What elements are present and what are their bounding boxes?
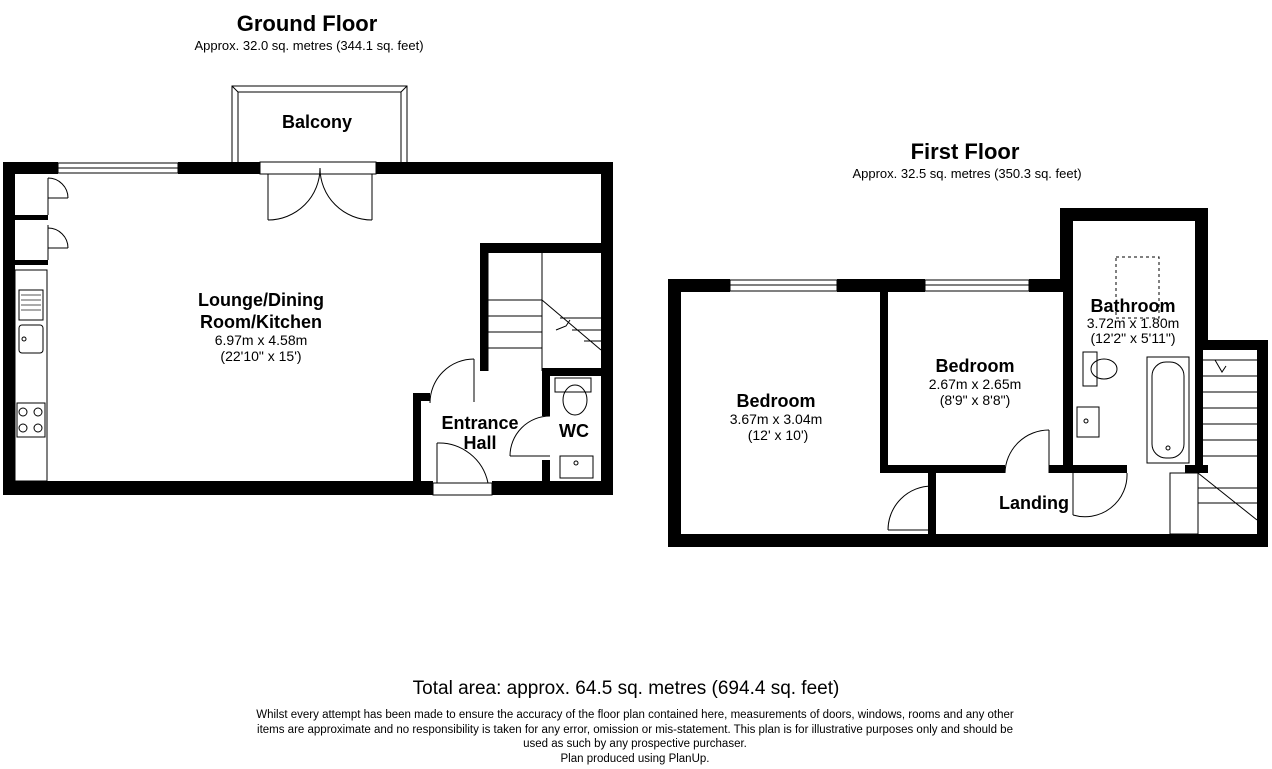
bedroom1-dimensions-metric: 3.67m x 3.04m	[729, 411, 823, 427]
bathroom-dimensions-imperial: (12'2" x 5'11")	[1090, 330, 1176, 346]
wc-label: WC	[559, 421, 589, 441]
landing-label: Landing	[999, 493, 1069, 513]
wall	[668, 534, 1268, 547]
balcony-french-doors	[260, 162, 376, 220]
disclaimer-line1: Whilst every attempt has been made to ensure the accuracy of the floor plan contained here, measurements of doors, windows, rooms and any other	[256, 709, 1014, 721]
first-floor-staircase	[1170, 360, 1257, 534]
lounge-label-line2: Room/Kitchen	[199, 312, 323, 332]
wall	[1195, 208, 1208, 340]
kitchen-units	[15, 270, 47, 481]
ground-floor-plan	[3, 11, 613, 495]
disclaimer-line3: used as such by any prospective purchaser.	[523, 738, 747, 750]
wall	[3, 481, 433, 495]
lounge-dimensions-metric: 6.97m x 4.58m	[214, 332, 308, 348]
footer	[256, 678, 1014, 765]
bathroom-fixtures	[1073, 350, 1208, 517]
bedroom2-dimensions-imperial: (8'9" x 8'8")	[939, 392, 1011, 408]
lounge-dimensions-imperial: (22'10" x 15')	[220, 348, 302, 364]
wall	[601, 162, 613, 243]
lounge-label-line1: Lounge/Dining	[198, 290, 324, 310]
wall	[376, 162, 613, 174]
bedroom1-dimensions-imperial: (12' x 10')	[747, 427, 809, 443]
bedroom1-door	[888, 473, 936, 534]
disclaimer-line2: items are approximate and no responsibility is taken for any error, omission or mis-statement. This plan is for illustrative purposes only and should be	[257, 724, 1013, 736]
total-area: Total area: approx. 64.5 sq. metres (694.4 sq. feet)	[412, 678, 840, 699]
ground-floor-area: Approx. 32.0 sq. metres (344.1 sq. feet)	[194, 38, 424, 53]
bathroom-label: Bathroom	[1090, 296, 1176, 316]
cupboards	[15, 178, 68, 265]
plan-credit: Plan produced using PlanUp.	[560, 753, 710, 765]
first-floor-plan	[668, 139, 1268, 547]
bedroom1-label: Bedroom	[736, 391, 816, 411]
wall	[1060, 208, 1073, 292]
staircase	[480, 243, 613, 371]
first-floor-area: Approx. 32.5 sq. metres (350.3 sq. feet)	[852, 166, 1082, 181]
balcony-label: Balcony	[281, 112, 353, 132]
bedroom2-dimensions-metric: 2.67m x 2.65m	[928, 376, 1022, 392]
wall	[1060, 208, 1208, 221]
wall	[1257, 340, 1268, 547]
wall	[837, 279, 925, 292]
entrance-hall-label-line1: Entrance	[441, 413, 519, 433]
bedroom2-label: Bedroom	[935, 356, 1015, 376]
entrance-hall-label-line2: Hall	[463, 433, 497, 453]
wall	[178, 162, 260, 174]
wall	[3, 162, 15, 495]
first-floor-title: First Floor	[910, 139, 1020, 164]
wall	[492, 481, 613, 495]
ground-floor-title: Ground Floor	[236, 11, 378, 36]
bathroom-dimensions-metric: 3.72m x 1.80m	[1086, 315, 1180, 331]
wall	[668, 279, 681, 547]
